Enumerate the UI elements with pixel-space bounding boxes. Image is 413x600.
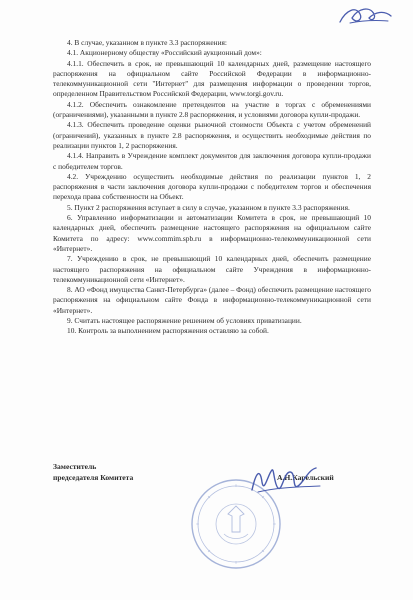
handwritten-signature — [246, 462, 324, 500]
paragraph-5: 5. Пункт 2 распоряжения вступает в силу в случае, указанном в пункте 3.3 распоряжения. — [67, 202, 350, 212]
signatory-title-line1: Заместитель — [53, 462, 97, 471]
paragraph-4-1-4: 4.1.4. Направить в Учреждение комплект документов для заключения договора купли-продажи с победителем торгов. — [53, 151, 371, 171]
handwritten-initials-mark — [336, 4, 394, 28]
paragraph-4-1-1: 4.1.1. Обеспечить в срок, не превышающий 10 календарных дней, размещение настоящего распоряжения на официальном сайте Российской Федерации в информационно-телекоммуникационной сети "Интернет" для размещения информации о проведении торгов, определенном Правительством Российской Федерации, www.torgi.gov.ru. — [53, 58, 371, 99]
paragraph-9: 9. Считать настоящее распоряжение решением об условиях приватизации. — [67, 316, 302, 326]
paragraph-6: 6. Управлению информатизации и автоматизации Комитета в срок, не превышающий 10 календарных дней, обеспечить размещение настоящего распоряжения на официальном сайте Комитета по адресу: www.commim.spb.ru в информационно-телекоммуникационной сети «Интернет». — [53, 213, 371, 253]
paragraph-10: 10. Контроль за выполнением распоряжения оставляю за собой. — [67, 326, 269, 336]
paragraph-4-1: 4.1. Акционерному обществу «Российский аукционный дом»: — [67, 48, 262, 58]
signatory-title-line2: председателя Комитета — [53, 473, 134, 482]
paragraph-8: 8. АО «Фонд имущества Санкт-Петербурга» (далее – Фонд) обеспечить размещение настоящего распоряжения на официальном сайте Фонда в информационно-телекоммуникационной сети «Интернет». — [53, 285, 371, 315]
paragraph-4-1-2: 4.1.2. Обеспечить ознакомление претендентов на участие в торгах с обременениями (ограничениями), указанными в пункте 2.8 распоряжения, и условиями договора купли-продажи. — [53, 99, 371, 120]
signatory-name: А.Н.Карельский — [277, 473, 334, 482]
signatory-title — [53, 461, 133, 483]
document-body — [53, 38, 371, 337]
paragraph-7: 7. Учреждению в срок, не превышающий 10 календарных дней, обеспечить размещение настоящего распоряжения на официальном сайте Учреждения в информационно-телекоммуникационной сети «Интернет». — [53, 254, 371, 284]
paragraph-4: 4. В случае, указанном в пункте 3.3 распоряжения: — [67, 38, 227, 47]
signature-block — [53, 461, 373, 491]
paragraph-4-1-3: 4.1.3. Обеспечить проведение оценки рыночной стоимости Объекта с учетом обременений (ограничений), указанных в пункте 2.8 распоряжения, и осуществить необходимые действия по реализации пунктов 1, 2 распоряжения. — [53, 120, 371, 150]
paragraph-4-2: 4.2. Учреждению осуществить необходимые действия по реализации пунктов 1, 2 распоряжения в части заключения договора купли-продажи с победителем торгов и обеспечения перехода права собственности на Объект. — [53, 171, 371, 202]
